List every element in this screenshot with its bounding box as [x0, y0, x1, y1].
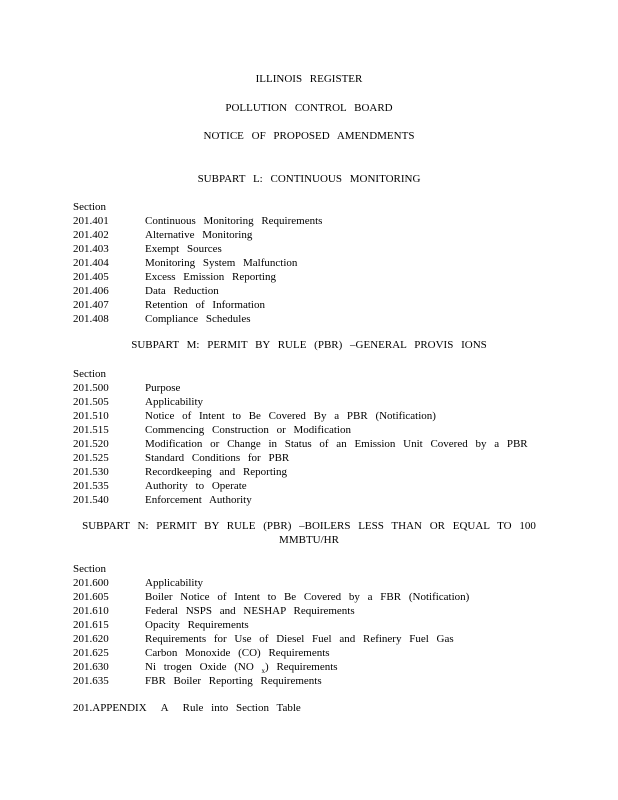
- appendix-label: A: [160, 702, 169, 714]
- section-title-start: Ni trogen Oxide (NO: [145, 661, 254, 673]
- section-number: 201.407: [73, 299, 109, 311]
- section-title: Data Reduction: [145, 285, 219, 297]
- subpart-n-heading-continued: MMBTU/HR: [279, 534, 339, 546]
- section-number: 201.605: [73, 591, 109, 603]
- section-number: 201.600: [73, 577, 109, 589]
- appendix-title: Rule into Section Table: [182, 702, 301, 714]
- section-title-end: ) Requirements: [265, 661, 338, 673]
- appendix-number: 201.APPENDIX: [73, 702, 147, 714]
- section-title: Boiler Notice of Intent to Be Covered by a FBR (Notification): [145, 591, 470, 603]
- section-title: Exempt Sources: [145, 243, 222, 255]
- board-title: POLLUTION CONTROL BOARD: [225, 102, 393, 114]
- section-title: Commencing Construction or Modification: [145, 424, 351, 436]
- subpart-l-heading: SUBPART L: CONTINUOUS MONITORING: [197, 173, 421, 185]
- section-title: Purpose: [145, 382, 181, 394]
- section-number: 201.505: [73, 396, 109, 408]
- section-title: Recordkeeping and Reporting: [145, 466, 287, 478]
- section-number: 201.406: [73, 285, 109, 297]
- section-title: Continuous Monitoring Requirements: [145, 215, 323, 227]
- section-title: FBR Boiler Reporting Requirements: [145, 675, 322, 687]
- section-number: 201.401: [73, 215, 109, 227]
- section-title: Requirements for Use of Diesel Fuel and Refinery Fuel Gas: [145, 633, 454, 645]
- section-number: 201.630: [73, 661, 109, 673]
- section-number: 201.530: [73, 466, 109, 478]
- section-number: 201.510: [73, 410, 109, 422]
- section-number: 201.408: [73, 313, 109, 325]
- section-title: Alternative Monitoring: [145, 229, 253, 241]
- subpart-n-heading: SUBPART N: PERMIT BY RULE (PBR) –BOILERS LESS THAN OR EQUAL TO 100: [82, 520, 536, 532]
- section-number: 201.402: [73, 229, 109, 241]
- section-number: 201.535: [73, 480, 109, 492]
- section-title: Notice of Intent to Be Covered By a PBR (Notification): [145, 410, 436, 422]
- register-title: ILLINOIS REGISTER: [255, 73, 363, 85]
- section-title: Applicability: [145, 396, 204, 408]
- section-label: Section: [73, 368, 106, 380]
- section-number: 201.610: [73, 605, 109, 617]
- section-title: Excess Emission Reporting: [145, 271, 276, 283]
- section-title: Federal NSPS and NESHAP Requirements: [145, 605, 355, 617]
- section-number: 201.405: [73, 271, 109, 283]
- section-number: 201.620: [73, 633, 109, 645]
- section-number: 201.404: [73, 257, 109, 269]
- section-number: 201.515: [73, 424, 109, 436]
- notice-title: NOTICE OF PROPOSED AMENDMENTS: [203, 130, 415, 142]
- section-title: Authority to Operate: [145, 480, 247, 492]
- section-title: Retention of Information: [145, 299, 265, 311]
- subscript-x: x: [261, 667, 266, 676]
- section-label: Section: [73, 563, 106, 575]
- section-label: Section: [73, 201, 106, 213]
- section-title: Carbon Monoxide (CO) Requirements: [145, 647, 330, 659]
- section-title: Enforcement Authority: [145, 494, 252, 506]
- section-number: 201.615: [73, 619, 109, 631]
- section-number: 201.635: [73, 675, 109, 687]
- section-number: 201.403: [73, 243, 109, 255]
- section-title: Applicability: [145, 577, 204, 589]
- subpart-m-heading: SUBPART M: PERMIT BY RULE (PBR) –GENERAL PROVIS IONS: [131, 339, 487, 351]
- appendix-entry: [73, 702, 301, 714]
- section-title: Monitoring System Malfunction: [145, 257, 298, 269]
- section-number: 201.520: [73, 438, 109, 450]
- section-title: Modification or Change in Status of an Emission Unit Covered by a PBR: [145, 438, 528, 450]
- section-title: Opacity Requirements: [145, 619, 249, 631]
- section-number: 201.625: [73, 647, 109, 659]
- section-number: 201.525: [73, 452, 109, 464]
- section-number: 201.500: [73, 382, 109, 394]
- section-number: 201.540: [73, 494, 109, 506]
- section-title: Standard Conditions for PBR: [145, 452, 290, 464]
- section-title: Compliance Schedules: [145, 313, 251, 325]
